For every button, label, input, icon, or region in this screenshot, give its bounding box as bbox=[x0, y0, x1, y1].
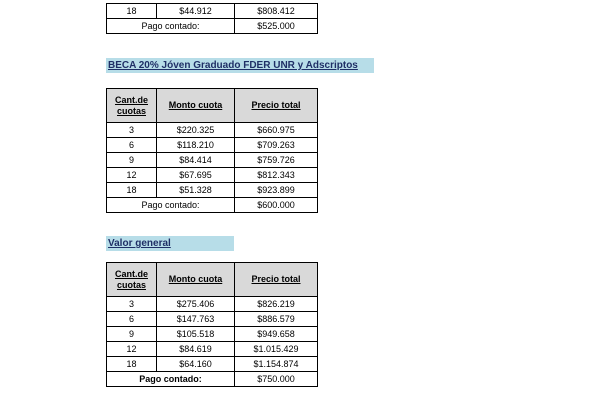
cuotas-cell: 3 bbox=[107, 297, 157, 312]
monto-cell: $84.619 bbox=[157, 342, 235, 357]
total-cell: $826.219 bbox=[235, 297, 318, 312]
monto-cell: $64.160 bbox=[157, 357, 235, 372]
total-cell: $709.263 bbox=[235, 138, 318, 153]
monto-cell: $84.414 bbox=[157, 153, 235, 168]
monto-cell: $220.325 bbox=[157, 123, 235, 138]
table-row bbox=[107, 183, 318, 198]
price-table-beca bbox=[106, 88, 318, 213]
total-cell: $923.899 bbox=[235, 183, 318, 198]
cuotas-cell: 18 bbox=[107, 4, 157, 19]
pago-contado-row bbox=[107, 372, 318, 387]
pago-contado-row bbox=[107, 198, 318, 213]
table-row bbox=[107, 342, 318, 357]
section-title-beca: BECA 20% Jóven Graduado FDER UNR y Adscriptos bbox=[106, 58, 374, 73]
price-table-general bbox=[106, 262, 318, 387]
price-table-partial bbox=[106, 3, 318, 34]
cuotas-cell: 18 bbox=[107, 357, 157, 372]
total-cell: $808.412 bbox=[235, 4, 318, 19]
table-header-row bbox=[107, 89, 318, 123]
header-cuotas: Cant.de cuotas bbox=[107, 89, 157, 123]
header-total: Precio total bbox=[235, 263, 318, 297]
header-total: Precio total bbox=[235, 89, 318, 123]
cuotas-cell: 3 bbox=[107, 123, 157, 138]
cuotas-cell: 12 bbox=[107, 342, 157, 357]
total-cell: $886.579 bbox=[235, 312, 318, 327]
cuotas-cell: 6 bbox=[107, 312, 157, 327]
table-header-row bbox=[107, 263, 318, 297]
header-monto: Monto cuota bbox=[157, 89, 235, 123]
table-row bbox=[107, 4, 318, 19]
monto-cell: $147.763 bbox=[157, 312, 235, 327]
pago-contado-value: $750.000 bbox=[235, 372, 318, 387]
monto-cell: $118.210 bbox=[157, 138, 235, 153]
monto-cell: $67.695 bbox=[157, 168, 235, 183]
total-cell: $1.154.874 bbox=[235, 357, 318, 372]
cuotas-cell: 9 bbox=[107, 327, 157, 342]
pago-contado-label: Pago contado: bbox=[107, 372, 235, 387]
monto-cell: $44.912 bbox=[157, 4, 235, 19]
pago-contado-label: Pago contado: bbox=[107, 19, 235, 34]
header-cuotas: Cant.de cuotas bbox=[107, 263, 157, 297]
pago-contado-row bbox=[107, 19, 318, 34]
table-row bbox=[107, 168, 318, 183]
table-row bbox=[107, 153, 318, 168]
table-row bbox=[107, 357, 318, 372]
pago-contado-value: $600.000 bbox=[235, 198, 318, 213]
header-monto: Monto cuota bbox=[157, 263, 235, 297]
section-title-valor-general: Valor general bbox=[106, 236, 234, 251]
cuotas-cell: 18 bbox=[107, 183, 157, 198]
pago-contado-value: $525.000 bbox=[235, 19, 318, 34]
monto-cell: $275.406 bbox=[157, 297, 235, 312]
table-row bbox=[107, 123, 318, 138]
total-cell: $949.658 bbox=[235, 327, 318, 342]
cuotas-cell: 12 bbox=[107, 168, 157, 183]
total-cell: $812.343 bbox=[235, 168, 318, 183]
monto-cell: $105.518 bbox=[157, 327, 235, 342]
total-cell: $1.015.429 bbox=[235, 342, 318, 357]
table-row bbox=[107, 312, 318, 327]
total-cell: $759.726 bbox=[235, 153, 318, 168]
table-row bbox=[107, 327, 318, 342]
cuotas-cell: 9 bbox=[107, 153, 157, 168]
table-row bbox=[107, 138, 318, 153]
cuotas-cell: 6 bbox=[107, 138, 157, 153]
pago-contado-label: Pago contado: bbox=[107, 198, 235, 213]
monto-cell: $51.328 bbox=[157, 183, 235, 198]
table-row bbox=[107, 297, 318, 312]
total-cell: $660.975 bbox=[235, 123, 318, 138]
